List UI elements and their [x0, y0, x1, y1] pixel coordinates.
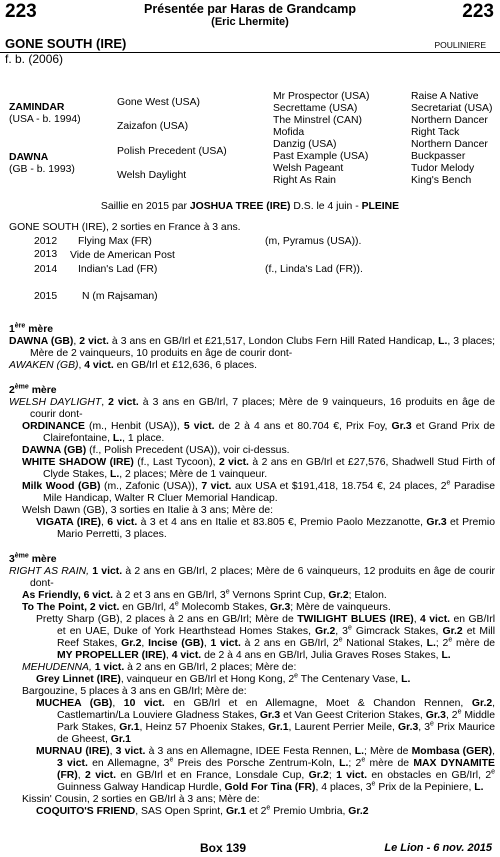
vigata-entry: VIGATA (IRE), 6 vict. à 3 et 4 ans en Italie et 83.805 €, Premio Paolo Mezzanotte, Gr.3 et Premio Mario Perretti, 3 places. — [36, 517, 495, 540]
as-friendly-entry: As Friendly, 6 vict. à 2 et 3 ans en GB/Irl, 3e Vernons Sprint Cup, Gr.2; Etalon. — [22, 588, 387, 601]
covering-prefix: Saillie en 2015 par — [100, 201, 187, 212]
dawna-entry: DAWNA (GB) (f., Polish Precedent (USA)), voir ci-dessus. — [22, 445, 290, 456]
agent: (Eric Lhermite) — [211, 16, 289, 28]
horse-name: GONE SOUTH (IRE) — [5, 36, 127, 51]
dam2-section — [9, 385, 495, 541]
dam1-entry: DAWNA (GB), 2 vict. à 3 ans en GB/Irl et £21,517, London Clubs Fern Hill Rated Handicap, L., 3 places; Mère de 2 vainqueurs, 10 produits en âge de courir dont- — [9, 336, 495, 359]
gen3-7: Welsh Pageant — [273, 163, 344, 174]
gen4-1: Raise A Native — [411, 91, 479, 102]
gen3-4: Mofida — [273, 127, 305, 138]
sire-name: ZAMINDAR — [9, 102, 65, 113]
dam1-produce: AWAKEN (GB), 4 vict. en GB/Irl et £12,636, 6 places. — [9, 360, 257, 371]
produce-sire-2014: (f., Linda's Lad (FR)). — [265, 264, 363, 275]
produce-intro: GONE SOUTH (IRE), 2 sorties en France à 3 ans. — [9, 222, 241, 233]
produce-name-2015: N (m Rajsaman) — [82, 291, 158, 302]
dam1-section — [9, 324, 495, 372]
gen2-3: Polish Precedent (USA) — [117, 146, 227, 157]
milk-wood-entry: Milk Wood (GB) (m., Zafonic (USA)), 7 vict. aux USA et $191,418, 18.754 €, 24 places, 2e Paradise Mile Handicap, Walter R Cluer Memorial Handicap. — [22, 479, 496, 504]
gen2-1: Gone West (USA) — [117, 97, 200, 108]
presenter: Présentée par Haras de Grandcamp — [144, 2, 356, 16]
bargouzine-entry: Bargouzine, 5 places à 3 ans en GB/Irl; Mère de: — [22, 686, 247, 697]
gen4-8: King's Bench — [411, 175, 472, 186]
dam3-entry: RIGHT AS RAIN, 1 vict. à 2 ans en GB/Irl, 2 places; Mère de 6 vainqueurs, 12 produits en âge de courir dont- — [9, 566, 495, 589]
pretty-sharp-entry: Pretty Sharp (GB), 2 places à 2 ans en GB/Irl; Mère de TWILIGHT BLUES (IRE), 4 vict. en GB/Irl et en UAE, Duke of York Hearthstead Homes Stakes, Gr.2, 3e Gimcrack Stakes, Gr.2 et Mill Reef Stakes, Gr.2, Incise (GB), 1 vict. à 2 ans en GB/Irl, 2e National Stakes, L.; 2e mère de MY PROPELLER (IRE), 4 vict. de 2 à 4 ans en GB/Irl, Julia Graves Roses Stakes, L. — [36, 614, 496, 661]
covering-middle: D.S. le 4 juin - — [293, 201, 359, 212]
produce-year-2015: 2015 — [34, 291, 58, 302]
produce-year-2012: 2012 — [34, 236, 58, 247]
dam3-section — [9, 554, 495, 818]
dam-info: (GB - b. 1993) — [9, 164, 75, 175]
gen3-1: Mr Prospector (USA) — [273, 91, 370, 102]
dam-name: DAWNA — [9, 152, 49, 163]
ordinance-entry: ORDINANCE (m., Henbit (USA)), 5 vict. de 2 à 4 ans et 80.704 €, Prix Foy, Gr.3 et Grand Prix de Clairefontaine, L., 1 place. — [22, 421, 496, 444]
murnau-entry: MURNAU (IRE), 3 vict. à 3 ans en Allemagne, IDEE Festa Rennen, L.; Mère de Mombasa (GER), 3 vict. en Allemagne, 3e Preis des Porsche Zentrum-Koln, L.; 2e mère de MAX DYNAMITE (FR), 2 vict. en GB/Irl et en France, Lonsdale Cup, Gr.2; 1 vict. en obstacles en GB/Irl, 2e Guinness Galway Handicap Hurdle, Gold For Tina (FR), 4 places, 3e Prix de la Pepiniere, L. — [36, 746, 496, 793]
dam1-title: 1ère mère — [9, 322, 54, 335]
header-rule — [0, 52, 500, 53]
produce-sire-2012: (m, Pyramus (USA)). — [265, 236, 362, 247]
gen2-4: Welsh Daylight — [117, 170, 187, 181]
gen3-6: Past Example (USA) — [273, 151, 369, 162]
gen4-3: Northern Dancer — [411, 115, 488, 126]
gen4-5: Northern Dancer — [411, 139, 488, 150]
pedigree-table — [0, 90, 500, 190]
lot-number-left: 223 — [5, 1, 37, 22]
covering-stallion: JOSHUA TREE (IRE) — [189, 201, 291, 212]
kissin-cousin-entry: Kissin' Cousin, 2 sorties en GB/Irl à 3 ans; Mère de: — [22, 794, 260, 805]
gen2-2: Zaizafon (USA) — [117, 121, 189, 132]
produce-name-2013: Vide de American Post — [70, 250, 175, 261]
coquitos-friend-entry: COQUITO'S FRIEND, SAS Open Sprint, Gr.1 et 2e Premio Umbria, Gr.2 — [36, 804, 369, 817]
covering-line — [0, 201, 500, 213]
horse-description: f. b. (2006) — [5, 52, 64, 66]
lot-number-right: 223 — [462, 1, 494, 22]
gen3-2: Secrettame (USA) — [273, 103, 358, 114]
box-number: Box 139 — [200, 841, 247, 855]
gen4-2: Secretariat (USA) — [411, 103, 493, 114]
presenter-header — [110, 2, 390, 29]
dam2-title: 2ème mère — [9, 383, 57, 396]
mehudenna-entry: MEHUDENNA, 1 vict. à 2 ans en GB/Irl, 2 places; Mère de: — [22, 662, 297, 673]
covering-status: PLEINE — [361, 201, 400, 212]
produce-name-2012: Flying Max (FR) — [78, 236, 152, 247]
produce-year-2014: 2014 — [34, 264, 58, 275]
muchea-entry: MUCHEA (GB), 10 vict. en GB/Irl et en Allemagne, Moet & Chandon Rennen, Gr.2, Castlemartin/La Louviere Gladness Stakes, Gr.3 et Van Geest Criterion Stakes, Gr.3, 2e Middle Park Stakes, Gr.1, Heinz 57 Phoenix Stakes, Gr.1, Laurent Perrier Meile, Gr.3, 3e Prix Maurice de Gheest, Gr.1 — [36, 698, 496, 745]
gen3-8: Right As Rain — [273, 175, 336, 186]
gen4-4: Right Tack — [411, 127, 460, 138]
dam2-entry: WELSH DAYLIGHT, 2 vict. à 3 ans en GB/Irl, 7 places; Mère de 9 vainqueurs, 16 produits en âge de courir dont- — [9, 397, 495, 420]
dam3-title: 3ème mère — [9, 552, 57, 565]
white-shadow-entry: WHITE SHADOW (IRE) (f., Last Tycoon), 2 vict. à 2 ans en GB/Irl et £27,576, Shadwell Stud Firth of Clyde Stakes, L., 2 places; Mère de 1 vainqueur. — [22, 457, 496, 480]
gen3-3: The Minstrel (CAN) — [273, 115, 362, 126]
to-the-point-entry: To The Point, 2 vict. en GB/Irl, 4e Molecomb Stakes, Gr.3; Mère de vainqueurs. — [22, 600, 391, 613]
category-label: POULINIERE — [434, 40, 486, 50]
grey-linnet-entry: Grey Linnet (IRE), vainqueur en GB/Irl et Hong Kong, 2e The Centenary Vase, L. — [36, 672, 411, 685]
gen3-5: Danzig (USA) — [273, 139, 337, 150]
gen4-6: Buckpasser — [411, 151, 466, 162]
sire-info: (USA - b. 1994) — [9, 114, 81, 125]
page-footer — [0, 842, 500, 856]
welsh-dawn-entry: Welsh Dawn (GB), 3 sorties en Italie à 3 ans; Mère de: — [22, 505, 274, 516]
produce-year-2013: 2013 — [34, 249, 58, 260]
gen4-7: Tudor Melody — [411, 163, 475, 174]
produce-name-2014: Indian's Lad (FR) — [78, 264, 158, 275]
place-date: Le Lion - 6 nov. 2015 — [384, 842, 492, 854]
